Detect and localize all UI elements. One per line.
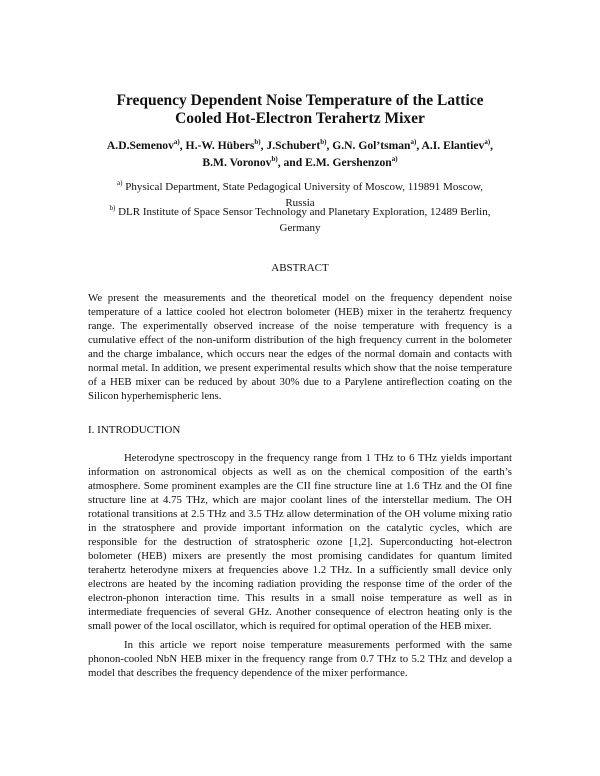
affiliation-text: DLR Institute of Space Sensor Technology and Planetary Exploration, 12489 Berlin, [118, 206, 491, 218]
author-name: , G.N. Gol’tsman [326, 139, 411, 152]
abstract-text: We present the measurements and the theoretical model on the frequency dependent noise temperature of a lattice cooled hot electron bolometer (HEB) mixer in the terahertz frequency range. The experimentally observed increase of the noise temperature with frequency is a cumulative effect of the non-uniform distribution of the high frequency current in the bolometer and the charge imbalance, which occurs near the edges of the normal domain and contacts with normal metal. In addition, we present experimental results which show that the noise temperature of a HEB mixer can be reduced by about 30% due to a Parylene antireflection coating on the Silicon hyperhemispheric lens. [88, 292, 512, 402]
author-name: B.M. Voronov [202, 156, 272, 169]
author-affil-mark: a) [173, 138, 180, 146]
abstract-heading: ABSTRACT [271, 262, 329, 274]
author-list [60, 137, 540, 171]
affiliation-country: Germany [279, 221, 321, 234]
introduction-paragraph-1: Heterodyne spectroscopy in the frequency range from 1 THz to 6 THz yields important information on astronomical objects as well as on the chemical composition of the earth’s atmosphere. Some prominent examples are the CII fine structure line at 1.6 THz and the OI fine structure line at 4.75 THz, which are major coolant lines of the interstellar medium. The OH rotational transitions at 2.5 THz and 3.5 THz allow determination of the OH volume mixing ratio in the stratosphere and provide important information on the catalytic cycles, which are responsible for the destruction of stratospheric ozone [1,2]. Superconducting hot-electron bolometer (HEB) mixers are presently the most promising candidates for quantum limited terahertz heterodyne mixers at frequencies above 1.2 THz. In a sufficiently small device only electrons are heated by the incoming radiation providing the response time of the order of the electron-phonon interaction time. This results in a small noise temperature as well as in intermediate frequencies of several GHz. Another consequence of electron heating only is the small power of the local oscillator, which is required for optimal operation of the HEB mixer. [88, 452, 512, 632]
title-line-2: Cooled Hot-Electron Terahertz Mixer [175, 110, 425, 127]
author-name: , and E.M. Gershenzon [277, 156, 392, 169]
author-name: , A.I. Elantiev [416, 139, 485, 152]
affiliation-text: Physical Department, State Pedagogical University of Moscow, 119891 Moscow, [125, 181, 483, 193]
author-affil-mark: a) [484, 138, 491, 146]
author-affil-mark: a) [391, 155, 398, 163]
author-affil-mark: b) [254, 138, 261, 146]
affiliation-b [80, 205, 520, 236]
affiliation-mark: b) [109, 204, 116, 212]
author-name: A.D.Semenov [106, 139, 174, 152]
author-name: , J.Schubert [260, 139, 321, 152]
author-separator: , [490, 139, 494, 152]
author-line-1 [60, 137, 540, 154]
author-name: , H.-W. Hübers [179, 139, 255, 152]
affiliation-country: Russia [285, 196, 315, 209]
paper-title [60, 92, 540, 128]
title-line-1: Frequency Dependent Noise Temperature of the Lattice [116, 92, 484, 109]
introduction-heading: I. INTRODUCTION [88, 424, 181, 436]
author-affil-mark: a) [410, 138, 417, 146]
author-affil-mark: b) [320, 138, 327, 146]
introduction-paragraph-2: In this article we report noise temperature measurements performed with the same phonon-cooled NbN HEB mixer in the frequency range from 0.7 THz to 5.2 THz and develop a model that describes the frequency dependence of the mixer performance. [88, 639, 512, 679]
author-affil-mark: b) [271, 155, 278, 163]
affiliation-mark: a) [117, 179, 123, 187]
author-line-2 [60, 154, 540, 171]
